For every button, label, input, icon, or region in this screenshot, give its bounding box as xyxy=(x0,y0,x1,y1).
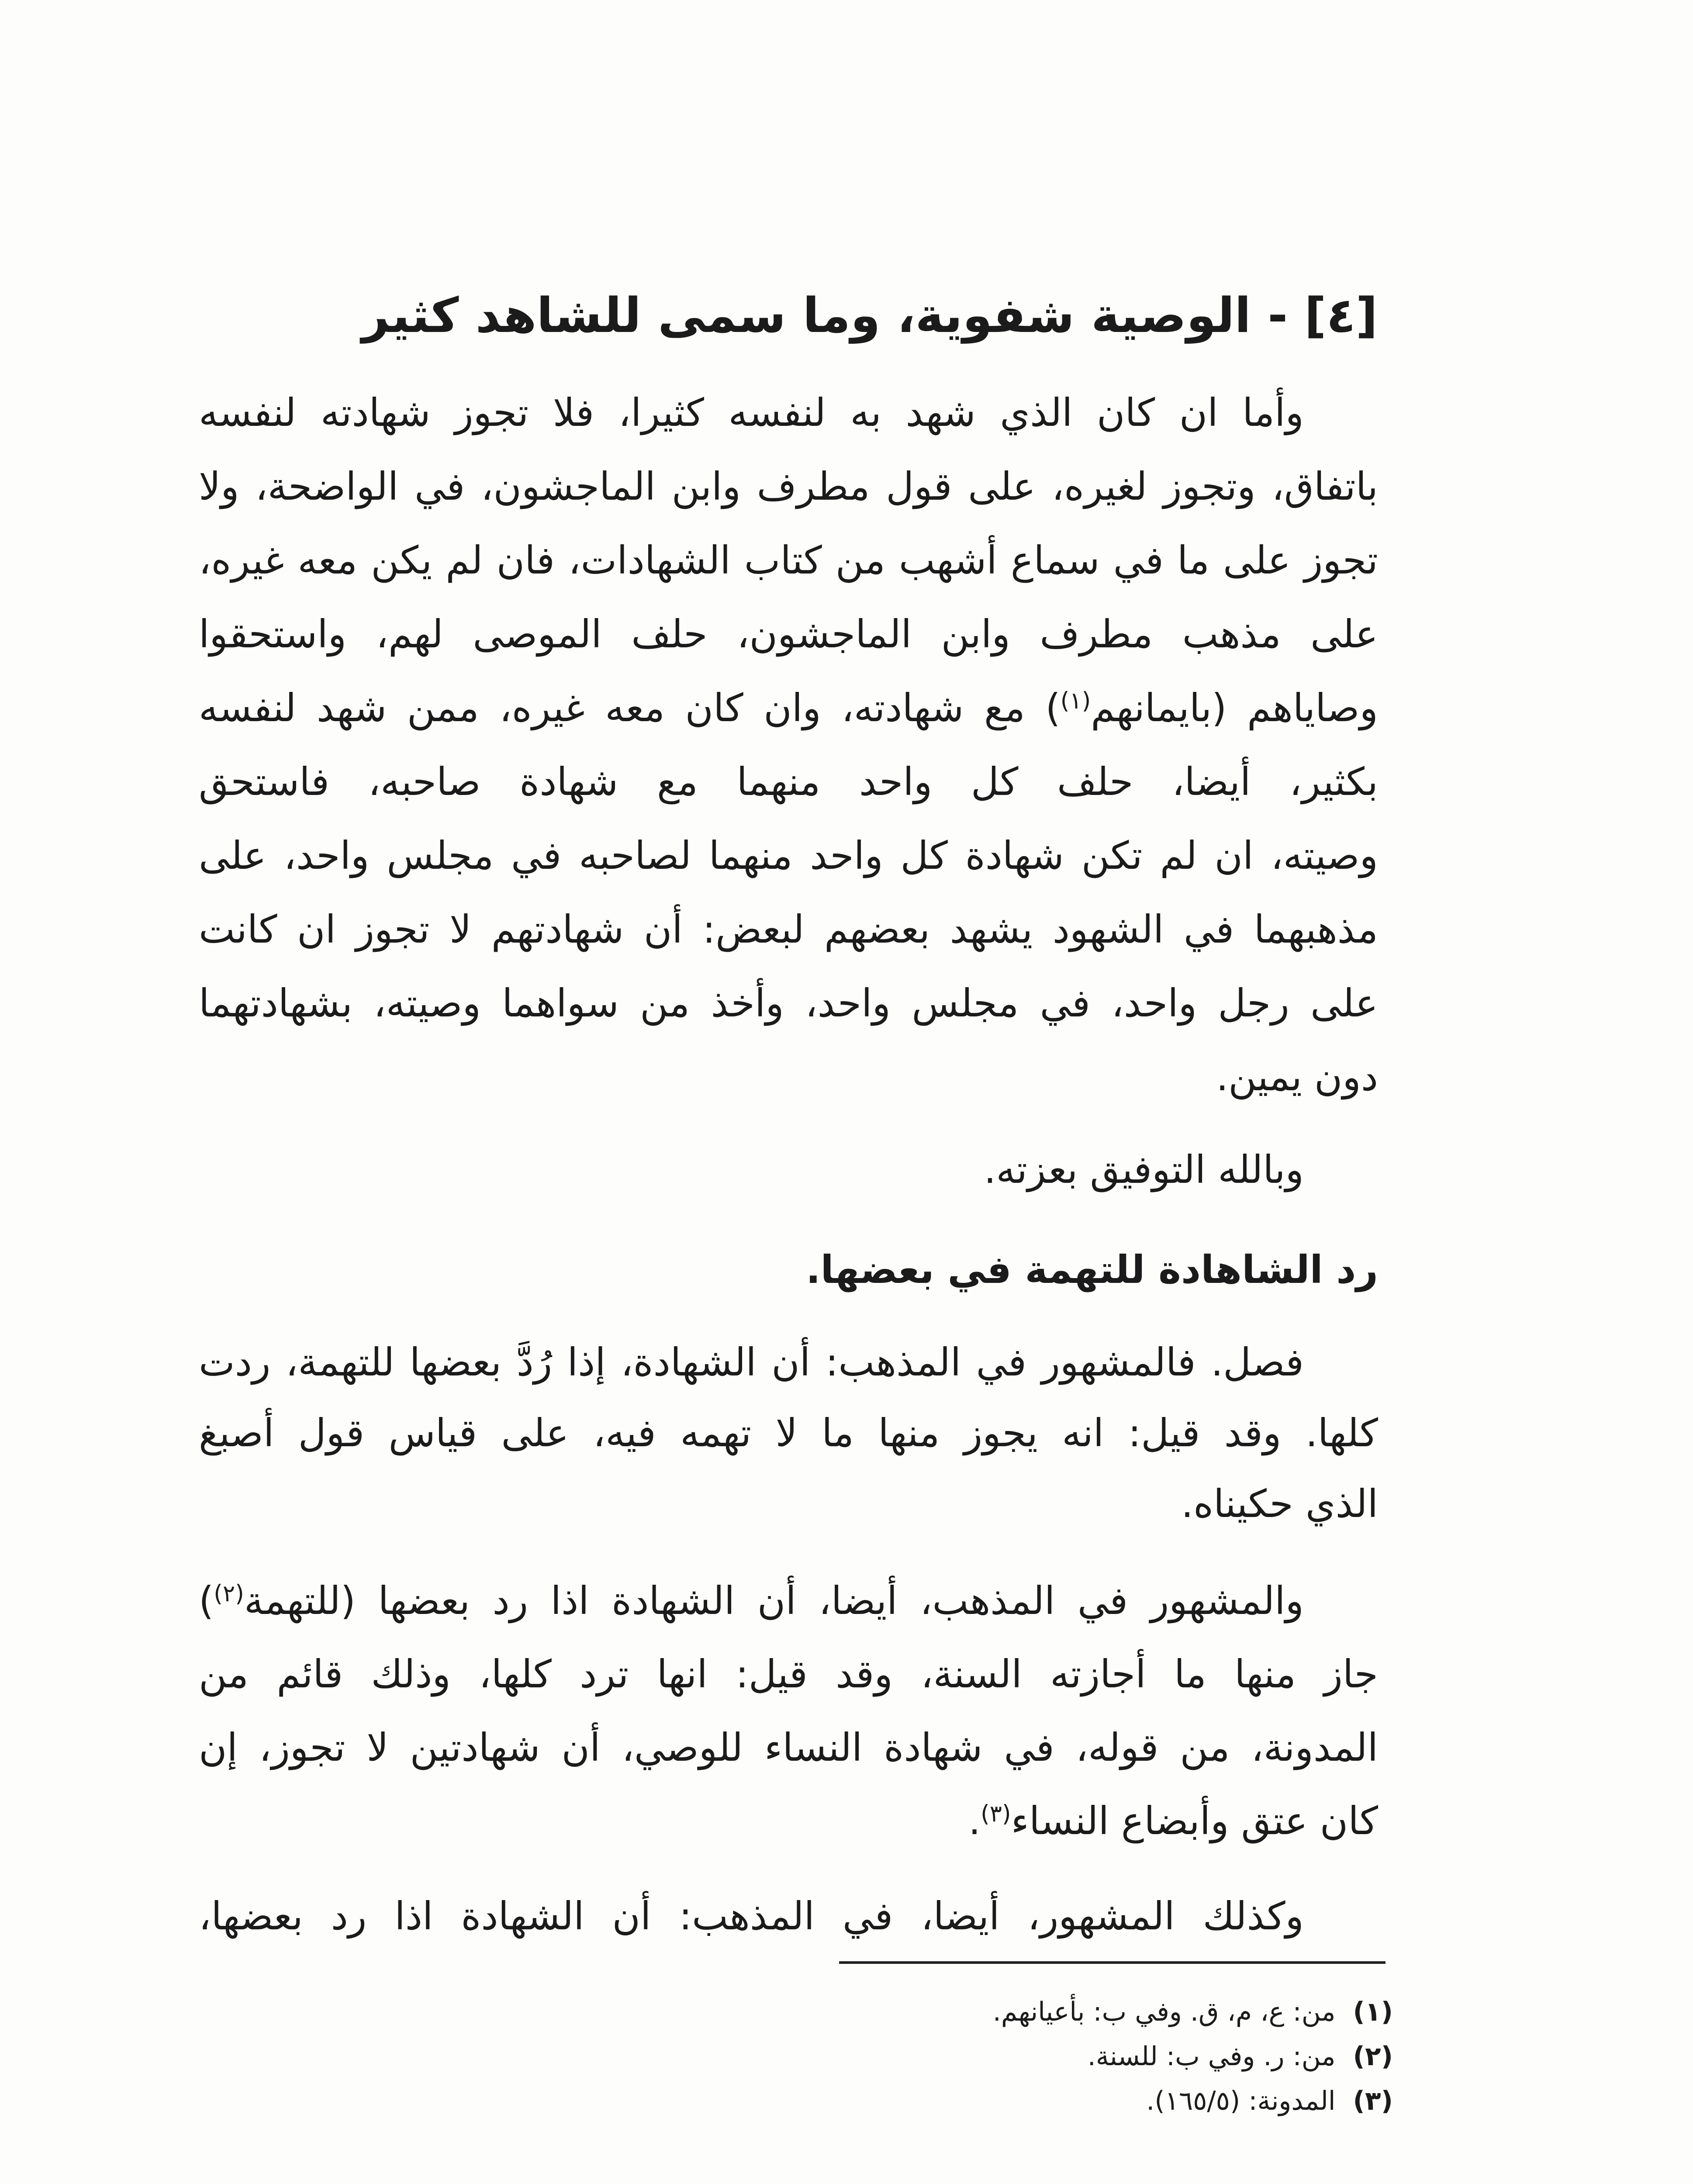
body-line: فصل. فالمشهور في المذهب: أن الشهادة، إذا رُدَّ بعضها للتهمة، ردت xyxy=(199,1340,1304,1385)
footnote-text: من: ر. وفي ب: للسنة. xyxy=(1087,2041,1336,2072)
body-line: كلها. وقد قيل: انه يجوز منها ما لا تهمه فيه، على قياس قول أصبغ xyxy=(199,1410,1378,1455)
footnote-number: (٢) xyxy=(1353,2041,1393,2072)
body-line xyxy=(199,1564,1378,1638)
body-text: . xyxy=(968,1798,981,1843)
footnote-number: (١) xyxy=(1353,1997,1393,2027)
paragraph-3 xyxy=(199,1564,1378,1858)
footnote-reference: (٣) xyxy=(981,1800,1011,1827)
body-line: وصيته، ان لم تكن شهادة كل واحد منهما لصاحبه في مجلس واحد، على xyxy=(199,833,1378,878)
footnote xyxy=(993,1990,1393,2034)
footnote-text: من: ع، م، ق. وفي ب: بأعيانهم. xyxy=(992,1997,1336,2027)
footnote xyxy=(993,2079,1393,2123)
paragraph-2 xyxy=(199,1327,1378,1539)
section-heading: [٤] - الوصية شفوية، وما سمى للشاهد كثير xyxy=(362,287,1378,343)
body-line: وكذلك المشهور، أيضا، في المذهب: أن الشهادة اذا رد بعضها، xyxy=(199,1894,1304,1939)
subsection xyxy=(199,1233,1378,1306)
footnote-reference: (١) xyxy=(1060,688,1091,714)
paragraph-4 xyxy=(199,1880,1378,1953)
footnote-number: (٣) xyxy=(1353,2086,1393,2116)
body-text: كان عتق وأبضاع النساء xyxy=(1011,1798,1378,1843)
body-line xyxy=(199,671,1378,745)
body-text: والمشهور في المذهب، أيضا، أن الشهادة اذا رد بعضها (للتهمة xyxy=(244,1578,1304,1623)
body-line: على مذهب مطرف وابن الماجشون، حلف الموصى لهم، واستحقوا xyxy=(199,612,1378,657)
body-text: ) xyxy=(199,1578,214,1623)
footnote xyxy=(993,2034,1393,2079)
body-line: المدونة، من قوله، في شهادة النساء للوصي، أن شهادتين لا تجوز، إن xyxy=(199,1725,1378,1770)
body-line: بكثير، أيضا، حلف كل واحد منهما مع شهادة صاحبه، فاستحق xyxy=(199,759,1378,804)
footnotes xyxy=(993,1990,1393,2123)
body-line: تجوز على ما في سماع أشهب من كتاب الشهادات، فان لم يكن معه غيره، xyxy=(199,538,1378,583)
body-text: وصاياهم (بايمانهم xyxy=(1091,685,1378,730)
body-line: باتفاق، وتجوز لغيره، على قول مطرف وابن الماجشون، في الواضحة، ولا xyxy=(199,464,1378,509)
closing-paragraph xyxy=(199,1133,1378,1206)
body-line xyxy=(199,1784,1378,1858)
body-line: الذي حكيناه. xyxy=(1181,1481,1378,1526)
paragraph-1 xyxy=(199,376,1378,1114)
body-line: وأما ان كان الذي شهد به لنفسه كثيرا، فلا تجوز شهادته لنفسه xyxy=(199,390,1304,435)
body-line: مذهبهما في الشهود يشهد بعضهم لبعض: أن شهادتهم لا تجوز ان كانت xyxy=(199,907,1378,952)
body-text: ) مع شهادته، وان كان معه غيره، ممن شهد لنفسه xyxy=(199,685,1061,730)
closing-line: وبالله التوفيق بعزته. xyxy=(984,1147,1304,1192)
body-line: على رجل واحد، في مجلس واحد، وأخذ من سواهما وصيته، بشهادتهما xyxy=(199,981,1378,1026)
footnote-text: المدونة: (١٦٥/٥). xyxy=(1146,2086,1336,2116)
footnote-separator xyxy=(839,1961,1385,1964)
subsection-heading: رد الشاهادة للتهمة في بعضها. xyxy=(806,1247,1378,1292)
body-line: دون يمين. xyxy=(1216,1054,1378,1099)
body-line: جاز منها ما أجازته السنة، وقد قيل: انها ترد كلها، وذلك قائم من xyxy=(199,1652,1378,1697)
footnote-reference: (٢) xyxy=(214,1580,244,1607)
